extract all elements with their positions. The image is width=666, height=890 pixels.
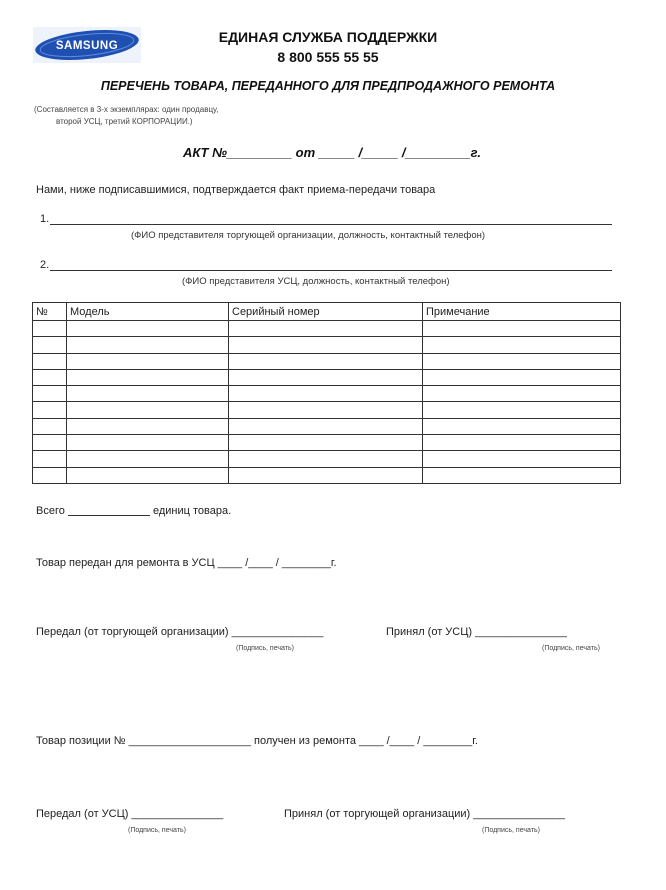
table-cell[interactable] (67, 337, 229, 353)
table-cell[interactable] (229, 467, 423, 483)
table-header-row (33, 303, 621, 321)
table-cell[interactable] (423, 386, 621, 402)
table-row (33, 321, 621, 337)
table-cell[interactable] (67, 451, 229, 467)
table-cell[interactable] (33, 386, 67, 402)
table-cell[interactable] (33, 353, 67, 369)
table-cell[interactable] (229, 369, 423, 385)
sign2-right-caption: (Подпись, печать) (482, 827, 540, 834)
transferred-line: Товар передан для ремонта в УСЦ ____ /____ / ________г. (36, 557, 337, 569)
table-cell[interactable] (33, 369, 67, 385)
total-suffix: единиц товара. (152, 505, 232, 517)
table-cell[interactable] (67, 402, 229, 418)
sign2-left-caption: (Подпись, печать) (128, 827, 186, 834)
sign1-left-line: Передал (от торгующей организации) _______________ (36, 626, 324, 638)
table-cell[interactable] (33, 451, 67, 467)
party1-number: 1. (40, 213, 50, 225)
items-table-body (33, 321, 621, 484)
table-cell[interactable] (229, 435, 423, 451)
header-serial: Серийный номер (229, 303, 423, 321)
table-row (33, 353, 621, 369)
table-cell[interactable] (33, 435, 67, 451)
table-row (33, 451, 621, 467)
table-cell[interactable] (229, 418, 423, 434)
table-cell[interactable] (423, 337, 621, 353)
table-cell[interactable] (67, 369, 229, 385)
total-count-field[interactable] (68, 515, 150, 516)
returned-line: Товар позиции № ____________________ получен из ремонта ____ /____ / ________г. (36, 735, 478, 747)
intro-text: Нами, ниже подписавшимися, подтверждается факт приема-передачи товара (36, 184, 436, 196)
items-table (32, 302, 621, 484)
table-row (33, 337, 621, 353)
party2-field[interactable] (50, 270, 612, 271)
table-cell[interactable] (229, 321, 423, 337)
table-row (33, 369, 621, 385)
logo-text: SAMSUNG (55, 40, 119, 52)
table-cell[interactable] (33, 337, 67, 353)
table-cell[interactable] (423, 451, 621, 467)
table-cell[interactable] (423, 467, 621, 483)
copies-note-line2: второй УСЦ, третий КОРПОРАЦИИ.) (56, 117, 193, 126)
sign1-right-caption: (Подпись, печать) (542, 645, 600, 652)
table-cell[interactable] (67, 321, 229, 337)
party1-caption: (ФИО представителя торгующей организации, должность, контактный телефон) (131, 230, 486, 241)
header-number: № (33, 303, 67, 321)
support-title: ЕДИНАЯ СЛУЖБА ПОДДЕРЖКИ (218, 29, 438, 45)
table-row (33, 467, 621, 483)
sign1-right-line: Принял (от УСЦ) _______________ (386, 626, 567, 638)
table-cell[interactable] (423, 353, 621, 369)
table-cell[interactable] (423, 402, 621, 418)
table-cell[interactable] (423, 321, 621, 337)
table-row (33, 418, 621, 434)
sign1-left-caption: (Подпись, печать) (236, 645, 294, 652)
table-cell[interactable] (229, 451, 423, 467)
header-note: Примечание (423, 303, 621, 321)
sign2-right-line: Принял (от торгующей организации) _______________ (284, 808, 566, 820)
party2-caption: (ФИО представителя УСЦ, должность, контактный телефон) (182, 276, 450, 287)
table-cell[interactable] (229, 353, 423, 369)
total-prefix: Всего (36, 505, 65, 517)
table-cell[interactable] (33, 402, 67, 418)
document-title: ПЕРЕЧЕНЬ ТОВАРА, ПЕРЕДАННОГО ДЛЯ ПРЕДПРОДАЖНОГО РЕМОНТА (100, 79, 556, 93)
total-line (36, 505, 231, 517)
table-cell[interactable] (229, 386, 423, 402)
table-cell[interactable] (33, 321, 67, 337)
sign2-left-line: Передал (от УСЦ) _______________ (36, 808, 224, 820)
table-cell[interactable] (229, 402, 423, 418)
table-cell[interactable] (33, 467, 67, 483)
table-cell[interactable] (67, 435, 229, 451)
table-cell[interactable] (423, 435, 621, 451)
table-row (33, 435, 621, 451)
table-cell[interactable] (67, 386, 229, 402)
party1-field[interactable] (50, 224, 612, 225)
act-number-line: АКТ №_________ от _____ /_____ /_________г. (183, 145, 481, 160)
table-cell[interactable] (67, 418, 229, 434)
table-row (33, 386, 621, 402)
party2-number: 2. (40, 259, 50, 271)
table-cell[interactable] (67, 353, 229, 369)
support-phone: 8 800 555 55 55 (277, 49, 379, 65)
table-cell[interactable] (33, 418, 67, 434)
header-model: Модель (67, 303, 229, 321)
table-row (33, 402, 621, 418)
table-cell[interactable] (423, 418, 621, 434)
table-cell[interactable] (423, 369, 621, 385)
copies-note-line1: (Составляется в 3-х экземплярах: один продавцу, (34, 105, 219, 114)
table-cell[interactable] (229, 337, 423, 353)
table-cell[interactable] (67, 467, 229, 483)
